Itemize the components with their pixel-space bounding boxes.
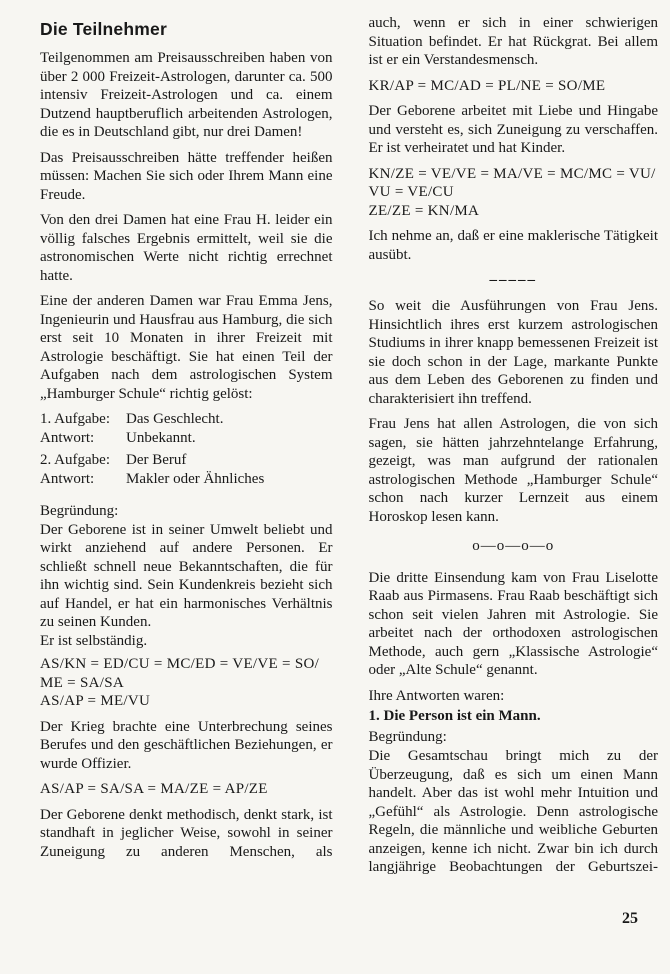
paragraph-frau-jens: Eine der anderen Damen war Frau Emma Jens, Ingenieurin und Hausfrau aus Hamburg, die sich erst seit 10 Monaten in ihrer Freizeit mit Astrologie beschäftigt. Sie hat einen Teil der Aufgaben nach dem astrologischen System „Hamburger Schule“ richtig gelöst: bbox=[40, 293, 333, 402]
task-answer-list bbox=[40, 410, 333, 488]
astro-formula-block bbox=[369, 77, 659, 96]
qa-row bbox=[40, 451, 333, 470]
paragraph-methodisch: Der Geborene denkt methodisch, denkt stark, ist standhaft in jeglicher Weise, sowohl in seiner Zuneigung zu anderen Menschen, als bbox=[40, 806, 333, 860]
paragraph-maklerisch: Ich nehme an, daß er eine maklerische Tätigkeit ausübt. bbox=[368, 228, 658, 263]
qa-label: 2. Aufgabe: bbox=[40, 452, 110, 468]
qa-row bbox=[40, 410, 333, 429]
formula-line: VU = VE/CU bbox=[368, 184, 454, 200]
paragraph-gesamtschau: Die Gesamtschau bringt mich zu der Überzeugung, daß es sich um einen Mann handelt. Aber das ist wohl mehr Intuition und „Gefühl“ als Astrologie. Denn astrologische Regeln, die männliche und weibliche Geburten anzeigen, kenne ich nicht. Zwar bin ich durch langjährige Beobachtungen der Geburtszei- bbox=[368, 748, 658, 875]
formula-line: ZE/ZE = KN/MA bbox=[368, 202, 480, 219]
paragraph-frau-h: Von den drei Damen hat eine Frau H. leider ein völlig falsches Ergebnis ermittelt, weil sie die astronomischen Werte nicht richtig errechnet hatte. bbox=[40, 212, 333, 284]
page-number: 25 bbox=[622, 910, 638, 927]
formula-line: AS/KN = ED/CU = MC/ED = VE/VE = SO/ bbox=[40, 656, 320, 672]
line-selbstaendig: Er ist selbständig. bbox=[40, 632, 148, 649]
formula-line: AS/AP = SA/SA = MA/ZE = AP/ZE bbox=[40, 781, 268, 797]
qa-label: Antwort: bbox=[40, 470, 95, 487]
paragraph-frau-raab: Die dritte Einsendung kam von Frau Liselotte Raab aus Pirmasens. Frau Raab beschäftigt sich schon seit vielen Jahren mit Astrologie. Sie arbeitet nach der orthodoxen astrologischen Methode, auch gern „Klassische Astrologie“ oder „Alte Schule“ genannt. bbox=[368, 569, 658, 678]
formula-line: AS/AP = ME/VU bbox=[40, 693, 151, 709]
qa-label: 1. Aufgabe: bbox=[40, 411, 110, 427]
astro-formula-block bbox=[369, 165, 659, 221]
qa-row bbox=[40, 429, 333, 448]
qa-value: Makler oder Ähnliches bbox=[126, 470, 265, 487]
answers-intro: Ihre Antworten waren: bbox=[368, 687, 505, 704]
astro-formula-block bbox=[40, 780, 333, 799]
formula-line: ME = SA/SA bbox=[40, 674, 124, 691]
paragraph-frau-jens-astrologen: Frau Jens hat allen Astrologen, die von sich sagen, sie hätten jahrzehntelange Erfahrung, gezeigt, was man aufgrund der rationalen astrologischen Methode „Hamburger Schule“ schon nach kurzer Lernzeit aus einem Horoskop lesen kann. bbox=[368, 416, 658, 525]
o-separator: o—o—o—o bbox=[472, 538, 555, 554]
qa-value: Das Geschlecht. bbox=[126, 411, 224, 427]
left-column bbox=[40, 14, 333, 974]
qa-row bbox=[40, 470, 333, 489]
qa-label: Antwort: bbox=[40, 429, 95, 446]
section-heading: Die Teilnehmer bbox=[40, 19, 167, 39]
answer-heading: 1. Die Person ist ein Mann. bbox=[368, 708, 541, 724]
paragraph-participants: Teilgenommen am Preisausschreiben haben von über 2 000 Freizeit-Astrologen, darunter ca. 500 intensiv Freizeit-Astrologen und ca. einem Dutzend hauptberuflich arbeitenden Astrologen, die es in Deutschland gibt, nur drei Damen! bbox=[40, 50, 333, 140]
formula-line: KR/AP = MC/AD = PL/NE = SO/ME bbox=[368, 77, 606, 94]
right-column bbox=[369, 14, 659, 974]
paragraph-ausfuehrungen: So weit die Ausführungen von Frau Jens. Hinsichtlich ihres erst kurzem astrologischen Studiums in ihrer knapp bemessenen Freizeit ist sie doch schon in der Lage, markante Punkte aus dem Leben des Geborenen zu finden und charakterisiert ihn treffend. bbox=[368, 298, 658, 407]
paragraph-begruendung-text: Der Geborene ist in seiner Umwelt beliebt und wirkt anziehend auf andere Personen. Er schließt schnell neue Bekanntschaften, die für ihn wichtig sind. Sein Kundenkreis bezieht sich auf Handel, er hat ein harmonisches Verhältnis zu seinen Kunden. bbox=[40, 521, 333, 630]
astro-formula-block bbox=[40, 655, 333, 711]
qa-value: Der Beruf bbox=[126, 452, 187, 468]
dash-separator: ––––– bbox=[489, 272, 537, 288]
formula-line: KN/ZE = VE/VE = MA/VE = MC/MC = VU/ bbox=[368, 165, 656, 182]
paragraph-preisausschreiben: Das Preisausschreiben hätte treffender heißen müssen: Machen Sie sich oder Ihrem Mann eine Freude. bbox=[40, 149, 333, 203]
paragraph-liebe-hingabe: Der Geborene arbeitet mit Liebe und Hingabe und versteht es, sich Zuneigung zu verschaffen. Er ist verheiratet und hat Kinder. bbox=[368, 103, 658, 156]
paragraph-situation: auch, wenn er sich in einer schwierigen Situation befindet. Er hat Rückgrat. Bei allem ist er ein Verstandesmensch. bbox=[368, 15, 658, 68]
paragraph-krieg: Der Krieg brachte eine Unterbrechung seines Berufes und den geschäftlichen Beziehungen, er wurde Offizier. bbox=[40, 718, 333, 772]
qa-value: Unbekannt. bbox=[126, 429, 196, 446]
begruendung-label: Begründung: bbox=[40, 503, 119, 519]
begruendung-label: Begründung: bbox=[368, 728, 447, 745]
